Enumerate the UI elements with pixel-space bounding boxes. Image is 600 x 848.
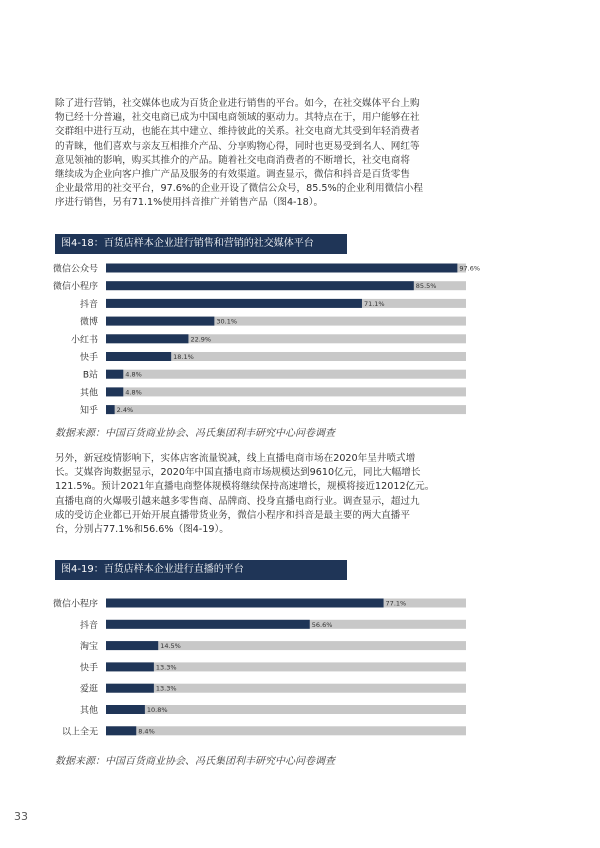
bar <box>106 317 214 326</box>
value-label: 13.3% <box>155 663 177 672</box>
category-label: 微信公众号 <box>52 264 98 275</box>
bar <box>106 684 154 693</box>
figure-4-18-title: 图4-18：百货店样本企业进行销售和营销的社交媒体平台 <box>55 234 347 254</box>
bar <box>106 705 145 714</box>
category-label: 其他 <box>79 388 98 399</box>
page-number: 33 <box>14 810 28 823</box>
body-paragraph-1: 除了进行营销，社交媒体也成为百货企业进行销售的平台。如今，在社交媒体平台上购 物已经十分普遍，社交电商已成为中国电商领域的驱动力。其特点在于，用户能够在社 交群组中进行互动，也能在其中建立、维持彼此的关系。社交电商尤其受到年轻消费者 的青睐，他们喜欢与亲友互相推介产品、分享购物心得，同时也更易受到名人、网红等 意见领袖的影响，购买其推介的产品。随着社交电商消费者的不断增长，社交电商将 继续成为企业向客户推广产品及服务的有效渠道。调查显示，微信和抖音是百货零售 企业最常用的社交平台，97.6%的企业开设了微信公众号，85.5%的企业利用微信小程 序进行销售，另有71.1%使用抖音推广并销售产品（图4-18）。 <box>55 98 423 209</box>
bar <box>106 334 188 343</box>
category-label: 淘宝 <box>79 642 98 653</box>
figure-4-19-title: 图4-19：百货店样本企业进行直播的平台 <box>55 560 347 580</box>
bar <box>106 726 136 735</box>
figure-4-18-source: 数据来源：中国百货商业协会、冯氏集团利丰研究中心问卷调查 <box>55 428 335 439</box>
figure-4-19-source: 数据来源：中国百货商业协会、冯氏集团利丰研究中心问卷调查 <box>55 756 335 767</box>
value-label: 22.9% <box>190 335 212 344</box>
bar <box>106 599 384 608</box>
category-label: 小红书 <box>70 335 98 346</box>
value-label: 18.1% <box>173 353 194 361</box>
value-label: 30.1% <box>216 317 238 326</box>
category-label: B站 <box>82 370 98 381</box>
value-label: 10.8% <box>146 706 168 714</box>
category-label: 抖音 <box>79 299 98 310</box>
bar-track <box>106 387 466 396</box>
category-label: 爱逛 <box>79 684 98 695</box>
bar-track <box>106 370 466 379</box>
value-label: 4.8% <box>125 370 142 379</box>
bar <box>106 641 158 650</box>
category-label: 快手 <box>79 663 98 674</box>
chart-4-19-svg <box>40 595 480 745</box>
bar <box>106 299 362 308</box>
category-label: 快手 <box>79 353 98 363</box>
bar <box>106 264 457 273</box>
category-label: 微信小程序 <box>52 282 98 293</box>
category-label: 知乎 <box>79 406 98 417</box>
bar <box>106 620 310 629</box>
value-label: 56.6% <box>311 620 333 629</box>
value-label: 4.8% <box>125 388 142 397</box>
bar <box>106 387 123 396</box>
value-label: 85.5% <box>415 282 437 291</box>
category-label: 以上全无 <box>61 727 98 738</box>
bar-track <box>106 405 466 414</box>
value-label: 13.3% <box>155 684 177 693</box>
body-paragraph-2: 另外，新冠疫情影响下，实体店客流量锐减，线上直播电商市场在2020年呈井喷式增 长。艾媒咨询数据显示，2020年中国直播电商市场规模达到9610亿元，同比大幅增长 121.5%。预计2021年直播电商整体规模将继续保持高速增长，规模将接近12012亿元。 直播电商的火爆吸引越来越多零售商、品牌商、投身直播电商行业。调查显示，超过九 成的受访企业都已开始开展直播带货业务，微信小程序和抖音是最主要的两大直播平 台，分别占77.1%和56.6%（图4-19）。 <box>55 453 435 536</box>
bar-track <box>106 726 466 735</box>
value-label: 77.1% <box>385 599 407 608</box>
category-label: 微博 <box>79 317 98 328</box>
value-label: 71.1% <box>363 299 385 308</box>
value-label: 8.4% <box>138 727 155 736</box>
bar <box>106 405 115 414</box>
value-label: 2.4% <box>116 406 134 415</box>
category-label: 其他 <box>79 706 98 716</box>
bar <box>106 352 171 361</box>
chart-livestream-platforms <box>40 595 480 745</box>
chart-social-media-platforms <box>40 260 480 420</box>
value-label: 97.6% <box>459 264 480 273</box>
bar <box>106 370 123 379</box>
chart-4-18-svg <box>40 260 480 420</box>
category-label: 抖音 <box>79 620 98 631</box>
bar <box>106 662 154 671</box>
category-label: 微信小程序 <box>52 599 98 610</box>
value-label: 14.5% <box>160 642 181 651</box>
bar <box>106 281 414 290</box>
